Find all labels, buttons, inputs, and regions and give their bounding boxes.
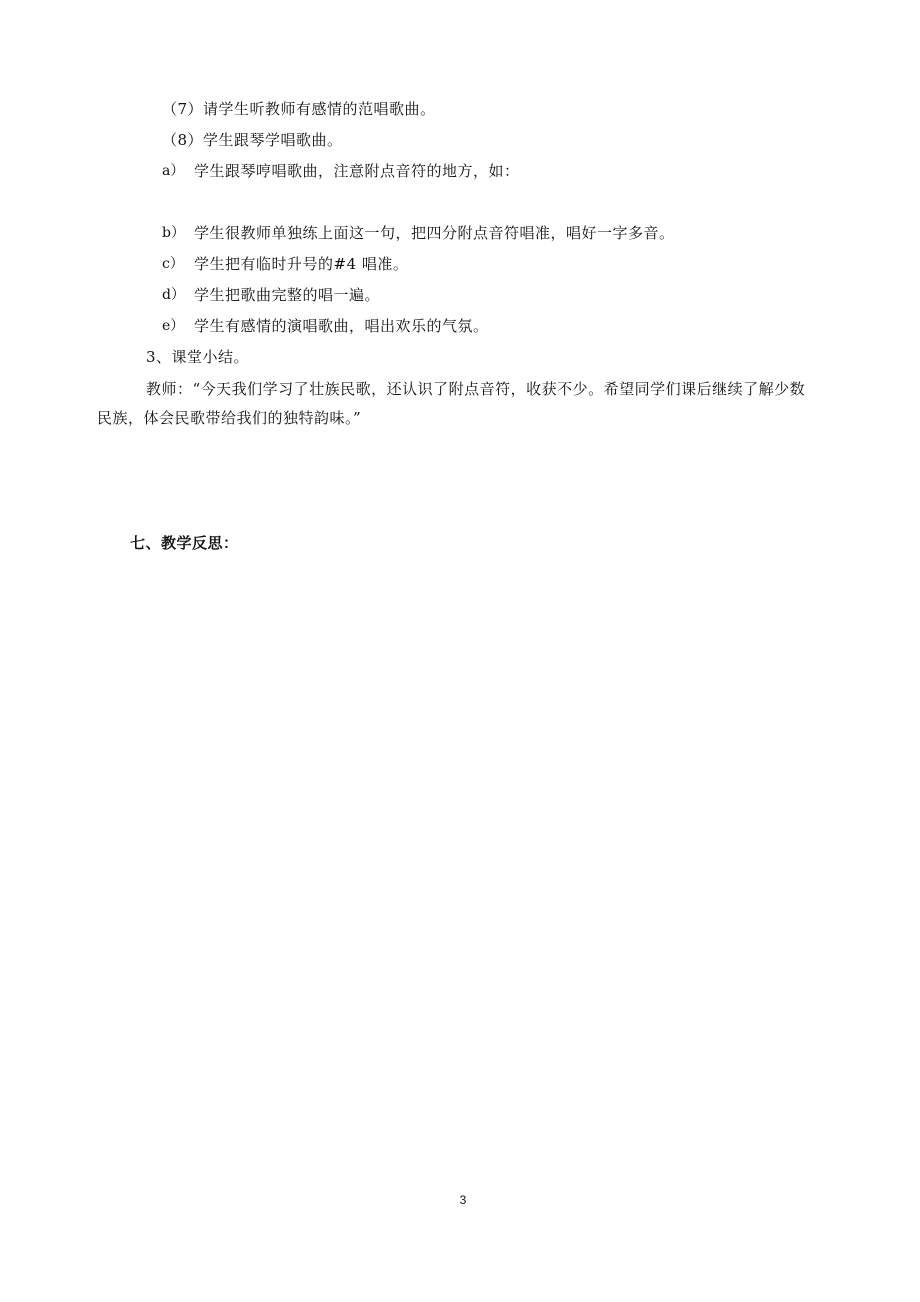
- sub-item-label: d）: [162, 287, 185, 303]
- sub-item-label: a）: [162, 163, 185, 179]
- page-number: 3: [459, 1193, 467, 1207]
- sub-item-text: 学生有感情的演唱歌曲，唱出欢乐的气氛。: [194, 317, 489, 335]
- summary-line-2: 民族，体会民歌带给我们的独特韵味。”: [97, 409, 362, 427]
- summary-line-1: 教师：“今天我们学习了壮族民歌，还认识了附点音符，收获不少。希望同学们课后继续了解少数: [146, 380, 806, 398]
- step-7: （7）请学生听教师有感情的范唱歌曲。: [162, 100, 436, 118]
- sub-item-text: 学生很教师单独练上面这一句，把四分附点音符唱准，唱好一字多音。: [194, 224, 675, 242]
- sub-item-text: 学生把歌曲完整的唱一遍。: [194, 286, 381, 304]
- sub-item-text: 学生跟琴哼唱歌曲，注意附点音符的地方，如：: [194, 162, 520, 180]
- sub-item-label: e）: [162, 318, 185, 334]
- sub-item-label: b）: [162, 225, 185, 241]
- step-8: （8）学生跟琴学唱歌曲。: [162, 131, 343, 149]
- sub-item-label: c）: [162, 256, 184, 272]
- reflection-heading: 七、教学反思：: [130, 534, 239, 552]
- summary-heading: 3、课堂小结。: [146, 348, 250, 366]
- sub-item-text: 学生把有临时升号的#4 唱准。: [194, 255, 409, 273]
